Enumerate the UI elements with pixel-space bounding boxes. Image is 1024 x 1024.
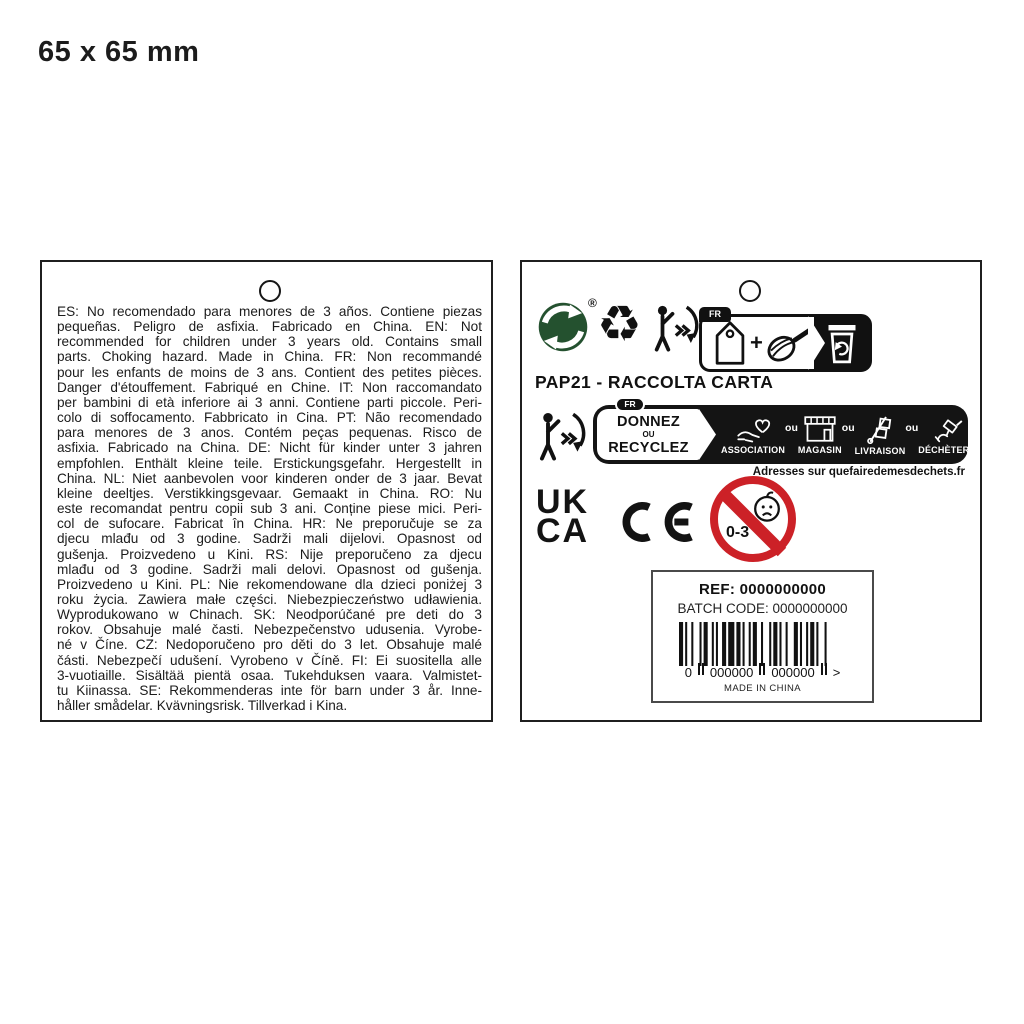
barcode-digit-group2: 000000 bbox=[771, 665, 815, 680]
whisk-icon bbox=[765, 324, 815, 362]
made-in-china-text: MADE IN CHINA bbox=[724, 683, 801, 694]
option-decheterie: DÉCHÈTERIE bbox=[918, 415, 978, 455]
dimensions-title: 65 x 65 mm bbox=[38, 36, 200, 68]
ce-mark-icon bbox=[614, 495, 694, 549]
hang-hole-back bbox=[739, 280, 761, 302]
ean-barcode bbox=[675, 622, 851, 666]
fr-flag-tab: FR bbox=[699, 307, 731, 322]
fr-pill: FR bbox=[615, 397, 645, 412]
age-warning-0-3-icon bbox=[710, 476, 796, 562]
option-magasin: MAGASIN bbox=[798, 415, 842, 455]
age-range-text: 0-3 bbox=[726, 524, 750, 541]
adresses-info-text: Adresses sur quefairedemesdechets.fr bbox=[752, 466, 965, 478]
hand-truck-icon bbox=[865, 414, 895, 444]
barcode-guard-left bbox=[698, 663, 704, 675]
recycling-bin-icon bbox=[824, 321, 860, 365]
hand-tool-icon bbox=[932, 415, 964, 443]
barcode-digit-group1: 000000 bbox=[709, 665, 754, 680]
ref-number: REF: 0000000000 bbox=[698, 581, 827, 598]
separator-ou-2: ou bbox=[841, 421, 855, 434]
hang-hole-front bbox=[259, 280, 281, 302]
ou-text: OU bbox=[642, 430, 655, 439]
option-association: ASSOCIATION bbox=[721, 415, 785, 455]
barcode-box bbox=[651, 570, 874, 703]
badge-arrow-shape bbox=[699, 409, 716, 460]
label-back-panel bbox=[520, 260, 982, 722]
label-front-panel bbox=[40, 260, 493, 722]
separator-ou-1: ou bbox=[785, 421, 798, 434]
barcode-guard-right bbox=[821, 663, 827, 675]
barcode-digits bbox=[663, 666, 863, 679]
plus-sign: + bbox=[750, 330, 763, 355]
storefront-icon bbox=[803, 415, 837, 443]
registered-trademark-symbol: ® bbox=[588, 296, 597, 310]
triman-icon-2 bbox=[535, 409, 587, 463]
donate-or-recycle-bar bbox=[593, 399, 979, 464]
sorting-info-box bbox=[699, 309, 872, 372]
sorting-code-text: PAP21 - RACCOLTA CARTA bbox=[535, 372, 774, 392]
ukca-line1: UK bbox=[536, 483, 590, 521]
hang-tag-icon bbox=[714, 320, 746, 366]
option-livraison: LIVRAISON bbox=[855, 414, 906, 456]
donnez-text: DONNEZ bbox=[616, 413, 681, 430]
barcode-digit-left: 0 bbox=[684, 665, 692, 680]
barcode-guard-center bbox=[759, 663, 765, 675]
green-dot-icon bbox=[537, 301, 589, 353]
ukca-line2: CA bbox=[536, 512, 590, 550]
hand-heart-icon bbox=[735, 415, 771, 443]
recyclez-text: RECYCLEZ bbox=[608, 439, 689, 456]
mobius-recycling-icon: ♻ bbox=[597, 295, 642, 353]
donate-recycle-badge bbox=[597, 409, 700, 460]
separator-ou-3: ou bbox=[905, 421, 919, 434]
multilingual-warning-text: ES: No recomendado para menores de 3 años. Contiene piezas pequeñas. Peligro de asfixia. Fabricado en China. EN: Not recommended for children under 3 years old. Contains small parts. Choking hazard. Made in China. FR: Non recommandé pour les enfants de moins de 3 ans. Contient des petites pièces. Danger d'étouffement. Fabriqué en Chine. IT: Non raccomandato per bambini di età inferiore ai 3 anni. Contiene parti piccole. Peri- colo di soffocamento. Fabbricato in Cina. PT: Não recomendado para menores de 3 anos. Contém peças pequenas. Risco de asfixia. Fabricado na China. DE: Nicht für kinder unter 3 jahren empfohlen. Enthält kleine teile. Erstickungsgefahr. Hergestellt in China. NL: Niet aanbevolen voor kinderen onder de 3 jaar. Bevat kleine deeltjes. Verstikkingsgevaar. Gemaakt in China. RO: Nu este recomandat pentru copii sub 3 ani. Conține piese mici. Peri- col de sufocare. Fabricat în China. HR: Ne preporučuje se za djecu mlađu od 3 godine. Sadrži mali dijelovi. Opasnost od gušenja. Proizvedeno u Kini. RS: Nije preporučeno za djecu mlađu od 3 godine. Sadrži mali delovi. Opasnost od gušenja. Proizvedeno u Kini. PL: Nie rekomendowane dla dzieci poniżej 3 roku życia. Zawiera małe części. Niebezpieczeństwo udławienia. Wyprodukowano w Chinach. SK: Neodporúčané pre deti do 3 rokov. Obsahuje malé časti. Nebezpečenstvo udusenia. Vyrobe- né v Číne. CZ: Nedoporučeno pro děti do 3 let. Obsahuje malé části. Nebezpečí udušení. Vyrobeno v Číně. FI: Ei suositella alle 3-vuotiaille. Sisältää pientä osaa. Tukehduksen vaara. Valmistet- tu Kiinassa. SE: Rekommenderas inte för barn under 3 år. Inne- håller smådelar. Kvävningsrisk. Tillverkad i Kina. bbox=[57, 304, 482, 714]
batch-code: BATCH CODE: 0000000000 bbox=[677, 601, 848, 616]
barcode-digit-end: > bbox=[832, 665, 841, 680]
triman-icon bbox=[650, 302, 700, 354]
ukca-mark bbox=[536, 483, 590, 550]
